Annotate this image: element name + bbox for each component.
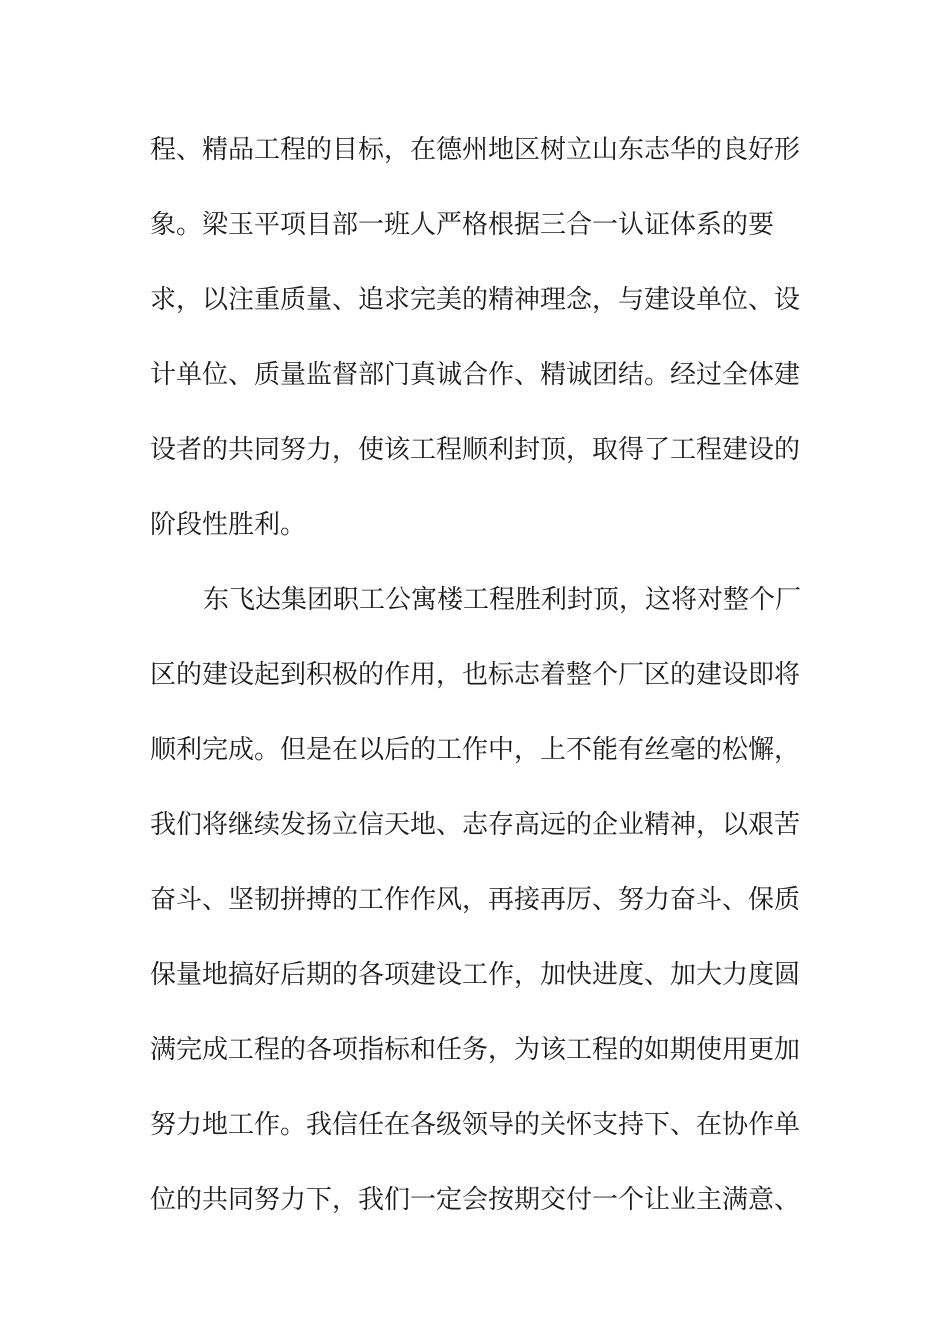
text-line: 计单位、质量监督部门真诚合作、精诚团结。经过全体建	[150, 360, 801, 390]
text-line: 阶段性胜利。	[150, 510, 307, 540]
text-line: 象。梁玉平项目部一班人严格根据三合一认证体系的要	[150, 210, 775, 240]
text-line: 设者的共同努力，使该工程顺利封顶，取得了工程建设的	[150, 435, 801, 465]
text-line: 位的共同努力下，我们一定会按期交付一个让业主满意、	[150, 1185, 801, 1215]
text-line: 求，以注重质量、追求完美的精神理念，与建设单位、设	[150, 285, 801, 315]
text-line: 我们将继续发扬立信天地、志存高远的企业精神，以艰苦	[150, 810, 801, 840]
text-line: 努力地工作。我信任在各级领导的关怀支持下、在协作单	[150, 1110, 801, 1140]
text-line: 程、精品工程的目标，在德州地区树立山东志华的良好形	[150, 135, 801, 165]
text-line: 满完成工程的各项指标和任务，为该工程的如期使用更加	[150, 1035, 801, 1065]
text-line: 奋斗、坚韧拼搏的工作作风，再接再厉、努力奋斗、保质	[150, 885, 801, 915]
text-line: 顺利完成。但是在以后的工作中，上不能有丝毫的松懈，	[150, 735, 801, 765]
text-line: 保量地搞好后期的各项建设工作，加快进度、加大力度圆	[150, 960, 801, 990]
text-line: 东飞达集团职工公寓楼工程胜利封顶，这将对整个厂	[203, 585, 802, 615]
text-line: 区的建设起到积极的作用，也标志着整个厂区的建设即将	[150, 660, 801, 690]
